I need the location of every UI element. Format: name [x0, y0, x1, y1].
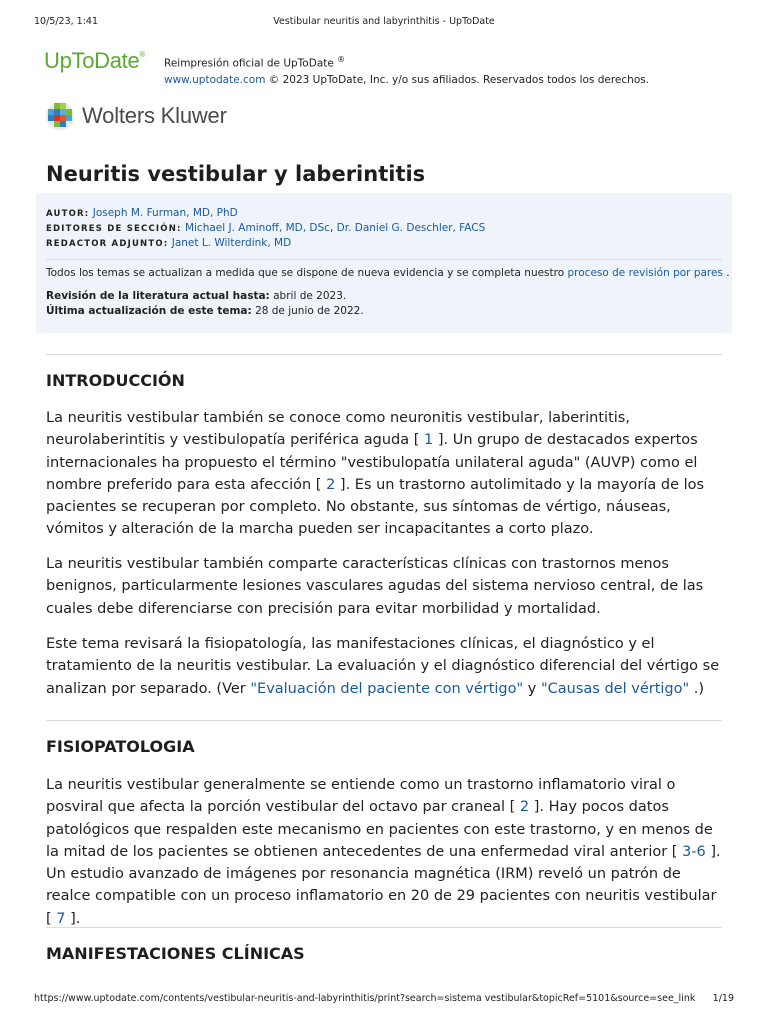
physio-p1-text-b: ]. Hay pocos datos patológicos que respalden este mecanismo en pacientes con este trastorno, y en menos de la mitad de los pacientes se obtienen antecedentes de una enfermedad viral anterior [ [46, 799, 713, 860]
section-divider [46, 927, 722, 928]
lit-review-label: Revisión de la literatura actual hasta: [46, 290, 270, 302]
vertigo-evaluation-link[interactable]: "Evaluación del paciente con vértigo" [250, 680, 524, 697]
reprint-notice [164, 50, 649, 90]
peer-review-link[interactable]: proceso de revisión por pares [567, 267, 723, 279]
copyright-text: © 2023 UpToDate, Inc. y/o sus afiliados. Reservados todos los derechos. [268, 73, 650, 86]
reference-link-2[interactable]: 2 [326, 476, 336, 493]
intro-paragraph-1 [46, 407, 726, 541]
intro-heading: INTRODUCCIÓN [46, 371, 185, 390]
physio-p1-text-c: ]. Un estudio avanzado de imágenes por resonancia magnética (IRM) reveló un patrón de realce compatible con un proceso inflamatorio en 20 de 29 pacientes con neuritis vestibular [ [46, 843, 721, 927]
author-line [46, 207, 238, 219]
intro-paragraph-3 [46, 633, 726, 700]
author-link[interactable]: Joseph M. Furman, MD, PhD [92, 207, 238, 219]
reprint-mark: ® [337, 55, 346, 64]
manifestations-heading: MANIFESTACIONES CLÍNICAS [46, 944, 305, 963]
last-update-value: 28 de junio de 2022. [255, 305, 364, 317]
author-label: AUTOR: [46, 209, 90, 219]
article-title: Neuritis vestibular y laberintitis [46, 162, 426, 186]
print-datetime: 10/5/23, 1:41 [34, 16, 98, 27]
reference-link-2b[interactable]: 2 [519, 799, 530, 816]
editors-label: EDITORES DE SECCIÓN: [46, 224, 182, 234]
print-header [34, 16, 734, 32]
intro-p3-text-end: .) [693, 680, 705, 697]
wolters-kluwer-icon [44, 100, 76, 132]
last-update-line [46, 305, 364, 317]
editor-link-1[interactable]: Michael J. Aminoff, MD, DSc [184, 222, 330, 234]
print-page-title: Vestibular neuritis and labyrinthitis - UpToDate [273, 16, 495, 27]
intro-paragraph-2: La neuritis vestibular también comparte características clínicas con trastornos menos benignos, particularmente lesiones vasculares agudas del sistema nervioso central, de las cuales debe diferenciarse con precisión para evitar morbilidad y mortalidad. [46, 556, 704, 617]
print-url: https://www.uptodate.com/contents/vestibular-neuritis-and-labyrinthitis/print?search=sistema vestibular&topicRef=5101&source=see_link [34, 993, 696, 1004]
update-note-end: . [726, 267, 730, 279]
editor-separator: , [329, 222, 337, 234]
editors-line [46, 222, 485, 234]
reference-link-7[interactable]: 7 [56, 910, 66, 927]
update-note [46, 267, 730, 279]
print-page-number: 1/19 [712, 993, 734, 1004]
lit-review-value: abril de 2023. [273, 290, 347, 302]
intro-p3-text-a: Este tema revisará la fisiopatología, las manifestaciones clínicas, el diagnóstico y el tratamiento de la neuritis vestibular. La evaluación y el diagnóstico diferencial del vértigo se analizan por separado. (Ver [46, 636, 720, 697]
physio-p1-text-a: La neuritis vestibular generalmente se entiende como un trastorno inflamatorio viral o posviral que afecta la porción vestibular del octavo par craneal [ [46, 777, 676, 816]
print-footer [34, 993, 734, 1009]
reprint-title: Reimpresión oficial de UpToDate [164, 57, 334, 70]
intro-p1-text-c: ]. Es un trastorno autolimitado y la mayoría de los pacientes se recuperan por completo. No obstante, sus síntomas de vértigo, náuseas, vómitos y alteración de la marcha pueden ser incapacitantes a corto plazo. [46, 476, 705, 538]
article-metadata-box [36, 193, 732, 333]
reference-link-1[interactable]: 1 [424, 432, 434, 449]
vertigo-causes-link[interactable]: "Causas del vértigo" [541, 680, 690, 697]
intro-p1-text-b: ]. Un grupo de destacados expertos internacionales ha propuesto el término "vestibulopatía unilateral aguda" (AUVP) como el nombre preferido para esta afección [ [46, 432, 698, 493]
copyright-line [164, 70, 649, 90]
deputy-editor-line [46, 237, 291, 249]
reference-link-3-6[interactable]: 3-6 [682, 843, 706, 860]
physio-heading: FISIOPATOLOGIA [46, 737, 195, 756]
lit-review-line [46, 290, 346, 302]
intro-p1-text-a: La neuritis vestibular también se conoce como neuronitis vestibular, laberintitis, neurolaberintitis y vestibulopatía periférica aguda [ [46, 410, 630, 449]
brand-row [44, 48, 734, 88]
uptodate-logo-mark: ® [139, 50, 146, 59]
meta-divider [46, 259, 722, 260]
last-update-label: Última actualización de este tema: [46, 305, 252, 317]
physio-paragraph-1 [46, 774, 726, 930]
intro-p3-text-mid: y [527, 680, 537, 697]
editor-link-2[interactable]: Dr. Daniel G. Deschler, FACS [336, 222, 486, 234]
update-note-text: Todos los temas se actualizan a medida que se dispone de nueva evidencia y se completa nuestro [46, 267, 565, 279]
physio-p1-text-d: ]. [70, 910, 81, 927]
section-divider [46, 720, 722, 721]
uptodate-logo-text: UpToDate [44, 48, 140, 73]
uptodate-logo [44, 48, 145, 74]
uptodate-site-link[interactable]: www.uptodate.com [164, 73, 266, 86]
publisher-name: Wolters Kluwer [82, 103, 227, 128]
deputy-editor-link[interactable]: Janet L. Wilterdink, MD [171, 237, 292, 249]
deputy-editor-label: REDACTOR ADJUNTO: [46, 239, 169, 249]
section-divider [46, 354, 722, 355]
